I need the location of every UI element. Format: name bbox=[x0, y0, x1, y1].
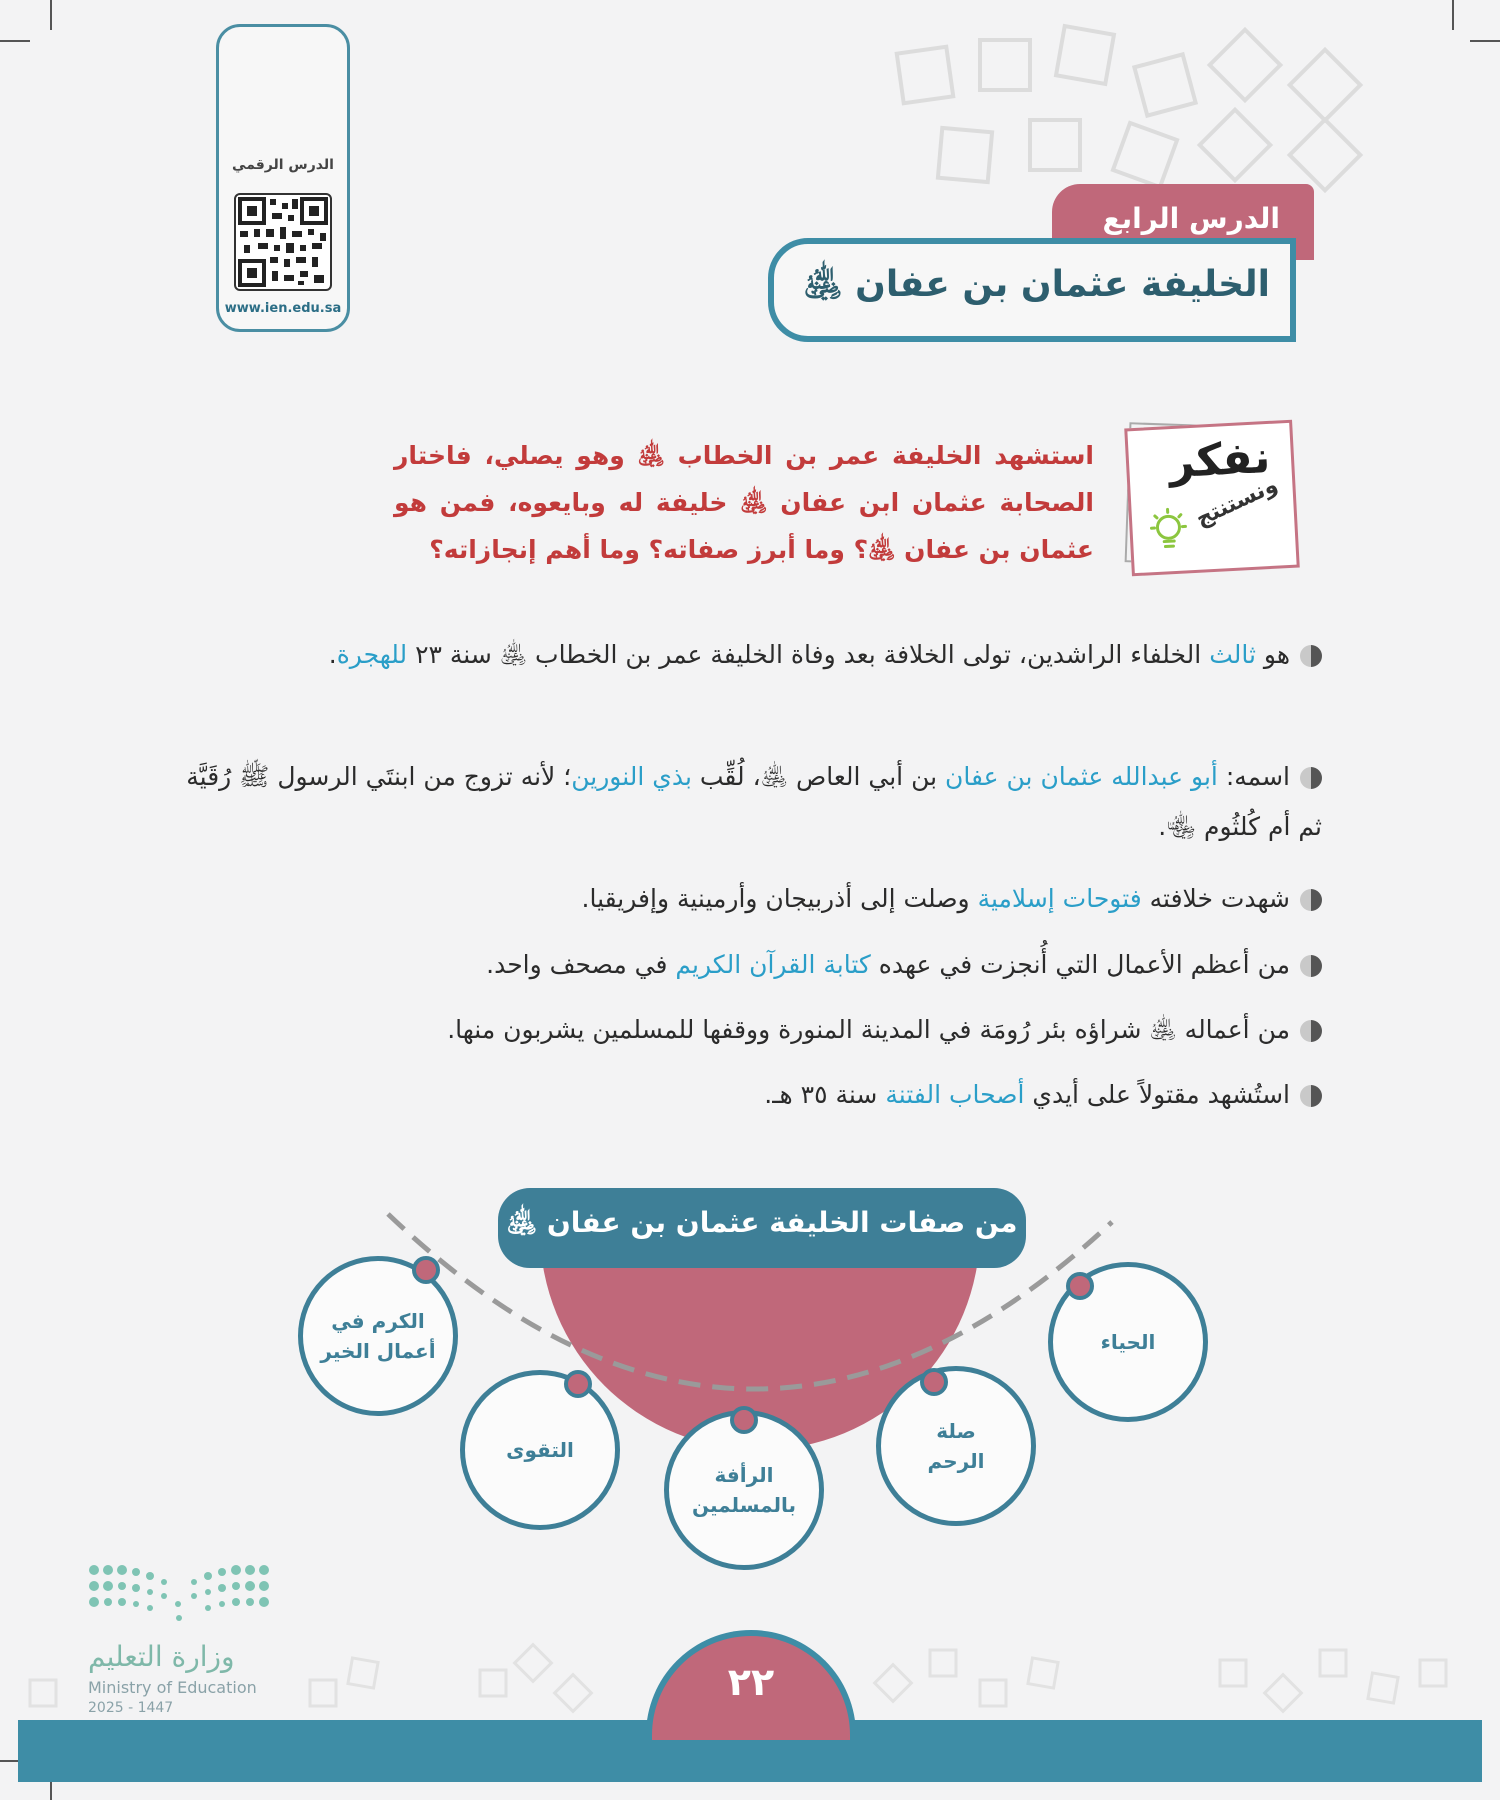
bullet-text: من أعظم الأعمال التي أُنجزت في عهده bbox=[870, 950, 1290, 979]
bullet-text: استُشهد مقتولاً على أيدي bbox=[1024, 1080, 1290, 1109]
bullet-icon bbox=[1300, 645, 1322, 667]
trait-connector bbox=[730, 1406, 758, 1434]
trait-label: الحياء bbox=[1100, 1330, 1156, 1354]
list-item bbox=[172, 940, 1322, 990]
bullet-icon bbox=[1300, 955, 1322, 977]
trait-connector bbox=[412, 1256, 440, 1284]
digital-lesson-card[interactable] bbox=[216, 24, 350, 332]
trait-kinship bbox=[876, 1366, 1036, 1526]
list-item bbox=[172, 630, 1322, 680]
highlight-text: ثالث bbox=[1209, 640, 1256, 669]
crop-mark bbox=[1470, 40, 1500, 42]
think-conclude-box bbox=[1124, 420, 1300, 577]
trait-compassion bbox=[664, 1410, 824, 1570]
ministry-name-arabic: وزارة التعليم bbox=[88, 1640, 235, 1673]
bullet-icon bbox=[1300, 767, 1322, 789]
lesson-title-box bbox=[768, 238, 1296, 342]
crop-mark bbox=[1452, 0, 1454, 30]
trait-label: صلة الرحم bbox=[927, 1419, 985, 1473]
trait-label: التقوى bbox=[506, 1438, 574, 1462]
trait-label: الرأفة بالمسلمين bbox=[691, 1463, 797, 1517]
bullet-text: في مصحف واحد. bbox=[486, 950, 676, 979]
intro-question: استشهد الخليفة عمر بن الخطاب ﵁ وهو يصلي، فاختار الصحابة عثمان ابن عفان ﵁ خليفة له وبايعوه، فمن هو عثمان بن عفان ﵁؟ وما أبرز صفاته؟ وما أهم إنجازاته؟ bbox=[394, 441, 1094, 564]
lightbulb-icon bbox=[1145, 506, 1192, 558]
trait-connector bbox=[920, 1368, 948, 1396]
highlight-text: للهجرة bbox=[336, 640, 408, 669]
highlight-text: أبو عبدالله عثمان بن عفان bbox=[945, 762, 1218, 791]
bullet-icon bbox=[1300, 889, 1322, 911]
traits-title: من صفات الخليفة عثمان بن عفان ﵁ bbox=[506, 1206, 1018, 1239]
list-item bbox=[172, 1070, 1322, 1120]
list-item bbox=[172, 1005, 1322, 1055]
bullet-icon bbox=[1300, 1020, 1322, 1042]
qr-code-icon[interactable] bbox=[234, 193, 332, 291]
trait-piety bbox=[460, 1370, 620, 1530]
bullet-text: من أعماله ﵁ شراؤه بئر رُومَة في المدينة المنورة ووقفها للمسلمين يشربون منها. bbox=[447, 1015, 1290, 1044]
crop-mark bbox=[50, 0, 52, 30]
trait-label: الكرم في أعمال الخير bbox=[320, 1309, 436, 1363]
think-title: نفكر bbox=[1167, 431, 1272, 489]
page-number: ٢٢ bbox=[727, 1660, 775, 1704]
bullet-icon bbox=[1300, 1085, 1322, 1107]
bullet-text: ؛ لأنه تزوج من ابنتَي الرسول ﷺ رُقَيَّة ثم أم كُلثُوم ﵄. bbox=[186, 762, 1322, 841]
highlight-text: بذي النورين bbox=[571, 762, 692, 791]
trait-connector bbox=[1066, 1272, 1094, 1300]
bullet-text: اسمه: bbox=[1217, 762, 1290, 791]
digital-lesson-label: الدرس الرقمي bbox=[232, 157, 334, 173]
edition-year: 2025 - 1447 bbox=[88, 1700, 174, 1716]
page-title: الخليفة عثمان بن عفان ﵁ bbox=[803, 264, 1270, 305]
lesson-number: الدرس الرابع bbox=[1102, 202, 1280, 235]
ministry-logo-icon bbox=[86, 1560, 272, 1630]
digital-lesson-url[interactable]: www.ien.edu.sa bbox=[224, 301, 342, 316]
list-item bbox=[172, 874, 1322, 924]
bullet-text: بن أبي العاص ﵁، لُقِّب bbox=[691, 762, 946, 791]
list-item bbox=[172, 752, 1322, 852]
ministry-name-english: Ministry of Education bbox=[88, 1678, 257, 1697]
think-subtitle: ونستنتج bbox=[1192, 472, 1282, 532]
trait-connector bbox=[564, 1370, 592, 1398]
bullet-text: سنة ٣٥ هـ. bbox=[764, 1080, 886, 1109]
highlight-text: فتوحات إسلامية bbox=[977, 884, 1142, 913]
bullet-text: الخلفاء الراشدين، تولى الخلافة بعد وفاة الخليفة عمر بن الخطاب ﵁ سنة ٢٣ bbox=[407, 640, 1210, 669]
bullet-text: . bbox=[328, 640, 337, 669]
bullet-text: شهدت خلافته bbox=[1141, 884, 1290, 913]
highlight-text: كتابة القرآن الكريم bbox=[675, 950, 871, 979]
traits-header bbox=[498, 1188, 1026, 1268]
crop-mark bbox=[0, 40, 30, 42]
highlight-text: أصحاب الفتنة bbox=[885, 1080, 1025, 1109]
bullet-text: هو bbox=[1255, 640, 1290, 669]
bullet-text: وصلت إلى أذربيجان وأرمينية وإفريقيا. bbox=[581, 884, 978, 913]
